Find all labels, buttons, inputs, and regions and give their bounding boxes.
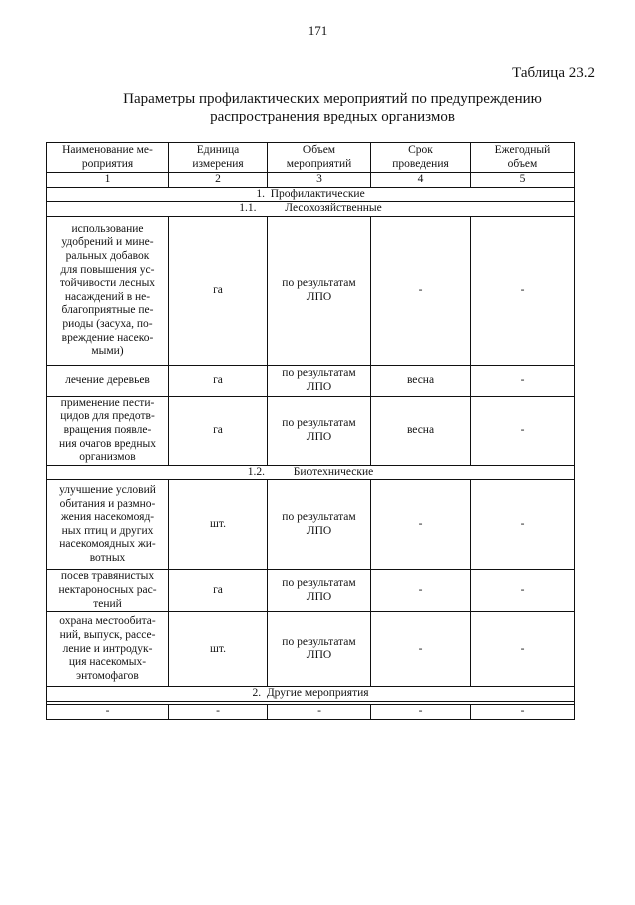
annual-volume-cell: - <box>471 612 575 687</box>
parameters-table <box>46 142 575 720</box>
unit-cell: га <box>169 396 268 465</box>
unit-cell: шт. <box>169 612 268 687</box>
document-title <box>60 90 605 126</box>
period-cell: - <box>371 216 471 365</box>
header-period: Срок проведения <box>371 143 471 173</box>
period-cell: - <box>371 612 471 687</box>
unit-cell: га <box>169 216 268 365</box>
column-number: 1 <box>47 173 169 188</box>
section-row-2 <box>47 687 575 702</box>
activity-name-cell: охрана местообита- ний, выпуск, рассе- ление и интродук- ция насекомых- энтомофагов <box>47 612 169 687</box>
annual-volume-cell: - <box>471 365 575 396</box>
annual-volume-cell: - <box>471 570 575 612</box>
activity-name-cell: посев травянистых нектароносных рас- тений <box>47 570 169 612</box>
table-row <box>47 612 575 687</box>
period-cell: - <box>371 704 471 719</box>
title-line-2: распространения вредных организмов <box>210 109 455 125</box>
volume-cell: по результатам ЛПО <box>268 480 371 570</box>
activity-name-cell: - <box>47 704 169 719</box>
annual-volume-cell: - <box>471 704 575 719</box>
table-row <box>47 704 575 719</box>
header-unit: Единица измерения <box>169 143 268 173</box>
volume-cell: по результатам ЛПО <box>268 216 371 365</box>
header-annual: Ежегодный объем <box>471 143 575 173</box>
header-volume: Объем мероприятий <box>268 143 371 173</box>
unit-cell: - <box>169 704 268 719</box>
volume-cell: по результатам ЛПО <box>268 612 371 687</box>
annual-volume-cell: - <box>471 216 575 365</box>
header-name: Наименование ме- роприятия <box>47 143 169 173</box>
volume-cell: по результатам ЛПО <box>268 396 371 465</box>
table-row <box>47 396 575 465</box>
activity-name-cell: улучшение условий обитания и размно- жения насекомояд- ных птиц и других насекомоядных жи- вотных <box>47 480 169 570</box>
unit-cell: шт. <box>169 480 268 570</box>
table-row <box>47 365 575 396</box>
annual-volume-cell: - <box>471 396 575 465</box>
section-row-1-1 <box>47 202 575 217</box>
unit-cell: га <box>169 365 268 396</box>
activity-name-cell: применение пести- цидов для предотв- вращения появле- ния очагов вредных организмов <box>47 396 169 465</box>
column-number-row <box>47 173 575 188</box>
section-heading: 1. Профилактические <box>47 187 575 202</box>
section-heading: 1.2. Биотехнические <box>47 465 575 480</box>
column-number: 2 <box>169 173 268 188</box>
period-cell: - <box>371 570 471 612</box>
period-cell: весна <box>371 396 471 465</box>
annual-volume-cell: - <box>471 480 575 570</box>
column-number: 5 <box>471 173 575 188</box>
volume-cell: - <box>268 704 371 719</box>
table-row <box>47 216 575 365</box>
period-cell: весна <box>371 365 471 396</box>
section-row-1-2 <box>47 465 575 480</box>
section-row-1 <box>47 187 575 202</box>
header-row <box>47 143 575 173</box>
table-label: Таблица 23.2 <box>512 65 595 81</box>
period-cell: - <box>371 480 471 570</box>
section-heading: 1.1. Лесохозяйственные <box>47 202 575 217</box>
table-row <box>47 480 575 570</box>
table-row <box>47 570 575 612</box>
volume-cell: по результатам ЛПО <box>268 570 371 612</box>
page-number: 171 <box>307 23 328 38</box>
activity-name-cell: использование удобрений и мине- ральных добавок для повышения ус- тойчивости лесных насаждений в не- благоприятные пе- риоды (засуха, по- вреждение насеко- мыми) <box>47 216 169 365</box>
column-number: 3 <box>268 173 371 188</box>
title-line-1: Параметры профилактических мероприятий по предупреждению <box>123 91 542 107</box>
volume-cell: по результатам ЛПО <box>268 365 371 396</box>
activity-name-cell: лечение деревьев <box>47 365 169 396</box>
section-heading: 2. Другие мероприятия <box>47 687 575 702</box>
column-number: 4 <box>371 173 471 188</box>
unit-cell: га <box>169 570 268 612</box>
